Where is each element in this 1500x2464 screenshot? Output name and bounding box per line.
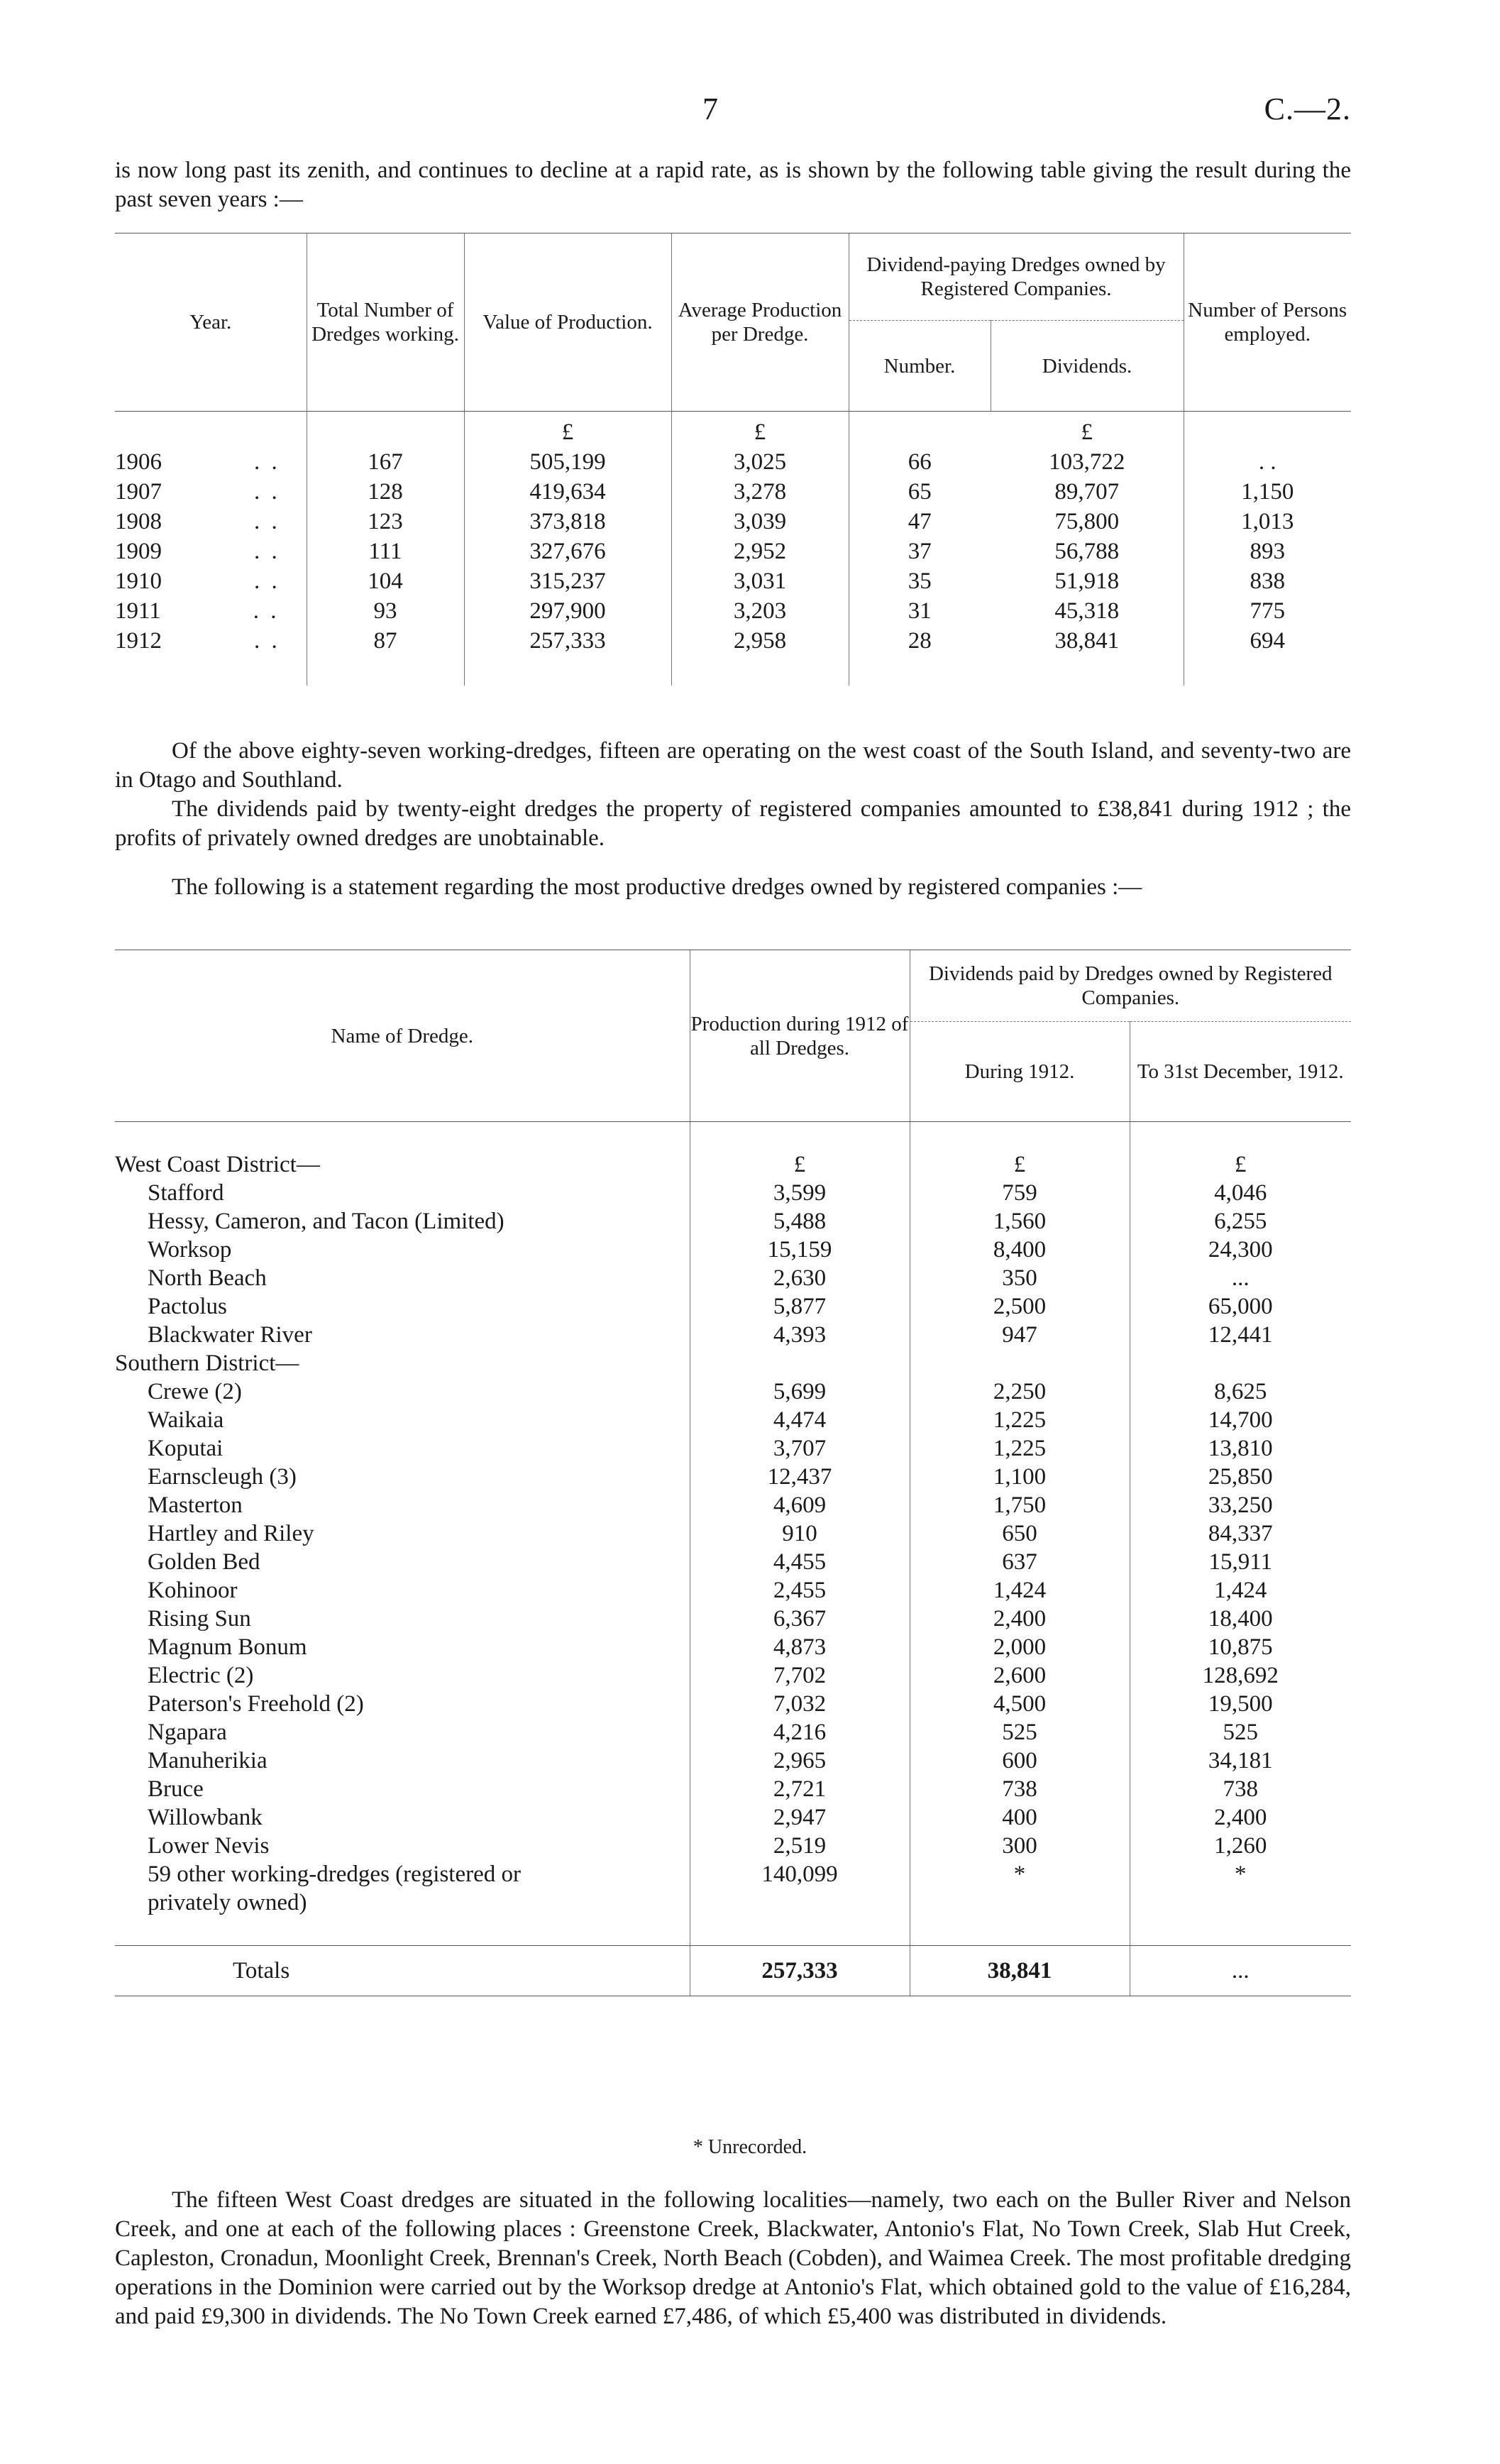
table-row xyxy=(115,596,1351,626)
other-dredges-label-cont: privately owned) xyxy=(148,1890,307,1915)
cell-dividends: 103,722 xyxy=(1049,449,1125,475)
dredge-name: Manuherikia xyxy=(148,1748,268,1773)
leader-dots: . . xyxy=(254,479,280,505)
cell-number: 66 xyxy=(849,447,991,477)
col-header-dredge-name: Name of Dredge. xyxy=(331,1024,473,1047)
cell-to-date: 33,250 xyxy=(1130,1491,1351,1519)
dredge-name: Blackwater River xyxy=(148,1322,312,1348)
dredge-name: Magnum Bonum xyxy=(148,1634,307,1660)
total-to-date: ... xyxy=(1130,1946,1351,1996)
cell-dredge-name xyxy=(115,1377,690,1406)
cell-dividends: 56,788 xyxy=(1054,539,1120,564)
cell-during-1912: 738 xyxy=(910,1775,1130,1803)
table-row xyxy=(115,1292,1351,1321)
cell-production: 2,455 xyxy=(690,1576,910,1605)
cell-average: 3,025 xyxy=(671,447,849,477)
cell-to-date: 14,700 xyxy=(1130,1406,1351,1434)
table-row xyxy=(115,1576,1351,1605)
cell-to-date: 15,911 xyxy=(1130,1548,1351,1576)
cell-during-1912: 300 xyxy=(910,1832,1130,1860)
cell-persons: 1,150 xyxy=(1184,477,1351,507)
cell-dredge-name xyxy=(115,1747,690,1775)
dredge-name: Willowbank xyxy=(148,1805,263,1830)
year-value: 1911 xyxy=(115,598,161,624)
cell-to-date: 13,810 xyxy=(1130,1434,1351,1463)
cell-during-1912: 2,500 xyxy=(910,1292,1130,1321)
table-row xyxy=(115,1321,1351,1349)
cell-to-date: 25,850 xyxy=(1130,1463,1351,1491)
dredge-name: Hartley and Riley xyxy=(148,1521,314,1546)
cell-value: 327,676 xyxy=(464,537,671,566)
cell-during-1912: 2,600 xyxy=(910,1661,1130,1690)
cell-during-1912: 1,100 xyxy=(910,1463,1130,1491)
cell-number: 37 xyxy=(849,537,991,566)
table-row xyxy=(115,1548,1351,1576)
leader-dots: . . xyxy=(254,628,280,654)
cell-dredge-name xyxy=(115,1605,690,1633)
dredge-name: Earnscleugh (3) xyxy=(148,1464,297,1490)
cell-year xyxy=(115,596,307,626)
cell-dredge-name xyxy=(115,1633,690,1661)
dredge-name: Rising Sun xyxy=(148,1606,251,1632)
table-row xyxy=(115,1179,1351,1207)
cell-value: 373,818 xyxy=(464,507,671,537)
table-row xyxy=(115,1860,1351,1888)
intro-paragraph: is now long past its zenith, and continues to decline at a rapid rate, as is shown by the following table giving the result during the past seven years :— xyxy=(115,158,1351,212)
paragraph-statement-intro: The following is a statement regarding the most productive dredges owned by registered companies :— xyxy=(172,874,1142,900)
col-header-total-dredges: Total Number of Dredges working. xyxy=(307,233,464,412)
cell-year xyxy=(115,537,307,566)
table-row xyxy=(115,1463,1351,1491)
table-row xyxy=(115,447,1351,477)
cell-dredge-name xyxy=(115,1718,690,1747)
cell-during-1912: 4,500 xyxy=(910,1690,1130,1718)
leader-dots: . . xyxy=(253,598,280,624)
cell-year xyxy=(115,447,307,477)
col-header-value: Value of Production. xyxy=(464,233,671,412)
cell-dredge-name xyxy=(115,1661,690,1690)
cell-year xyxy=(115,626,307,656)
cell-total-dredges: 167 xyxy=(307,447,464,477)
dredge-name: Electric (2) xyxy=(148,1663,254,1688)
district-heading-west: West Coast District— xyxy=(115,1152,320,1177)
cell-year xyxy=(115,507,307,537)
cell-persons: 694 xyxy=(1184,626,1351,656)
table-row xyxy=(115,1633,1351,1661)
page-reference: C.—2. xyxy=(1264,92,1351,126)
dredge-name: Pactolus xyxy=(148,1294,227,1319)
dredge-name: Stafford xyxy=(148,1180,224,1206)
district-heading-south: Southern District— xyxy=(115,1351,299,1376)
cell-number: 47 xyxy=(849,507,991,537)
cell-to-date: 65,000 xyxy=(1130,1292,1351,1321)
leader-dots: . . xyxy=(254,539,280,564)
cell-total-dredges: 104 xyxy=(307,566,464,596)
cell-during-1912: 350 xyxy=(910,1264,1130,1292)
table-row xyxy=(115,1718,1351,1747)
cell-number: 65 xyxy=(849,477,991,507)
dredge-results-table xyxy=(115,233,1351,686)
cell-production: 15,159 xyxy=(690,1236,910,1264)
table-row xyxy=(115,1888,1351,1917)
cell-production: 4,216 xyxy=(690,1718,910,1747)
table-row xyxy=(115,1832,1351,1860)
cell-total-dredges: 128 xyxy=(307,477,464,507)
cell-production: 4,873 xyxy=(690,1633,910,1661)
cell-to-date: 19,500 xyxy=(1130,1690,1351,1718)
leader-dots: . . xyxy=(254,568,280,594)
col-header-persons: Number of Persons employed. xyxy=(1184,233,1351,412)
table-row xyxy=(115,1406,1351,1434)
cell-total-dredges: 93 xyxy=(307,596,464,626)
cell-total-dredges: 123 xyxy=(307,507,464,537)
col-header-dividends: Dividends. xyxy=(991,321,1184,412)
year-value: 1909 xyxy=(115,539,162,564)
dredge-name: Ngapara xyxy=(148,1720,227,1745)
year-value: 1912 xyxy=(115,628,162,654)
cell-dredge-name xyxy=(115,1576,690,1605)
unit-pound: £ xyxy=(690,1150,910,1179)
dredge-name: Paterson's Freehold (2) xyxy=(148,1691,364,1717)
year-value: 1908 xyxy=(115,509,162,534)
cell-during-1912: 2,400 xyxy=(910,1605,1130,1633)
cell-to-date: 738 xyxy=(1130,1775,1351,1803)
cell-production: 4,609 xyxy=(690,1491,910,1519)
col-header-production: Production during 1912 of all Dredges. xyxy=(690,950,910,1122)
dredge-name: Koputai xyxy=(148,1436,224,1461)
cell-dredge-name xyxy=(115,1463,690,1491)
cell-during-1912: 2,000 xyxy=(910,1633,1130,1661)
cell-value: 419,634 xyxy=(464,477,671,507)
cell-persons: 775 xyxy=(1184,596,1351,626)
total-production: 257,333 xyxy=(690,1946,910,1996)
cell-dredge-name xyxy=(115,1775,690,1803)
cell-dredge-name xyxy=(115,1519,690,1548)
cell-production: 3,599 xyxy=(690,1179,910,1207)
cell-during-1912: 947 xyxy=(910,1321,1130,1349)
page-number: 7 xyxy=(702,92,718,126)
cell-during-1912: 1,225 xyxy=(910,1406,1130,1434)
cell-production: 140,099 xyxy=(690,1860,910,1888)
cell-dividends: 89,707 xyxy=(1054,479,1120,505)
table-row xyxy=(115,1690,1351,1718)
cell-persons: 893 xyxy=(1184,537,1351,566)
cell-during-1912: 650 xyxy=(910,1519,1130,1548)
cell-dredge-name xyxy=(115,1207,690,1236)
table-row xyxy=(115,1605,1351,1633)
year-value: 1910 xyxy=(115,568,162,594)
dredge-name: Waikaia xyxy=(148,1407,224,1433)
paragraph-working-dredges: Of the above eighty-seven working-dredges, fifteen are operating on the west coast of the South Island, and seventy-two are in Otago and Southland. xyxy=(115,738,1351,793)
cell-total-dredges: 111 xyxy=(307,537,464,566)
leader-dots: . . xyxy=(254,449,280,475)
cell-dredge-name xyxy=(115,1264,690,1292)
cell-persons: . . xyxy=(1184,447,1351,477)
cell-dredge-name xyxy=(115,1434,690,1463)
cell-value: 505,199 xyxy=(464,447,671,477)
unit-pound: £ xyxy=(1081,419,1093,445)
cell-to-date: 24,300 xyxy=(1130,1236,1351,1264)
year-value: 1907 xyxy=(115,479,162,505)
cell-value: 297,900 xyxy=(464,596,671,626)
totals-row xyxy=(115,1946,1351,1996)
cell-value: 257,333 xyxy=(464,626,671,656)
table-row xyxy=(115,626,1351,656)
cell-production: 910 xyxy=(690,1519,910,1548)
table-row xyxy=(115,1434,1351,1463)
cell-to-date: 10,875 xyxy=(1130,1633,1351,1661)
year-value: 1906 xyxy=(115,449,162,475)
cell-dredge-name xyxy=(115,1832,690,1860)
cell-to-date: 128,692 xyxy=(1130,1661,1351,1690)
cell-to-date: 1,260 xyxy=(1130,1832,1351,1860)
cell-to-date: 8,625 xyxy=(1130,1377,1351,1406)
cell-to-date: ... xyxy=(1130,1264,1351,1292)
table-row xyxy=(115,1775,1351,1803)
cell-production: 7,032 xyxy=(690,1690,910,1718)
table-row xyxy=(115,1661,1351,1690)
cell-during-1912: 1,225 xyxy=(910,1434,1130,1463)
cell-number: 28 xyxy=(849,626,991,656)
cell-year xyxy=(115,566,307,596)
cell-production: 6,367 xyxy=(690,1605,910,1633)
col-header-dividend-group: Dividend-paying Dredges owned by Registered Companies. xyxy=(849,233,1184,321)
cell-dividends: 45,318 xyxy=(1054,598,1120,624)
cell-average: 3,203 xyxy=(671,596,849,626)
table-row xyxy=(115,1519,1351,1548)
table-row xyxy=(115,1491,1351,1519)
unit-pound: £ xyxy=(464,412,671,447)
table-row xyxy=(115,507,1351,537)
cell-dredge-name xyxy=(115,1236,690,1264)
dredge-name: Kohinoor xyxy=(148,1578,238,1603)
cell-dividends: 51,918 xyxy=(1054,568,1120,594)
cell-during-1912: * xyxy=(910,1860,1130,1888)
cell-dredge-name xyxy=(115,1803,690,1832)
table-row xyxy=(115,1207,1351,1236)
cell-during-1912: 2,250 xyxy=(910,1377,1130,1406)
paragraph-west-coast-localities: The fifteen West Coast dredges are situated in the following localities—namely, two each on the Buller River and Nelson Creek, and one at each of the following places : Greenstone Creek, Blackwater, Antonio's Flat, No Town Creek, Slab Hut Creek, Capleston, Cronadun, Moonlight Creek, Brennan's Creek, North Beach (Cobden), and Waimea Creek. The most profitable dredging operations in the Dominion were carried out by the Worksop dredge at Antonio's Flat, which obtained gold to the value of £16,284, and paid £9,300 in dividends. The No Town Creek earned £7,486, of which £5,400 was distributed in dividends. xyxy=(115,2187,1351,2329)
table-row xyxy=(115,1747,1351,1775)
table-row xyxy=(115,1264,1351,1292)
paragraph-dividends: The dividends paid by twenty-eight dredges the property of registered companies amounted to £38,841 during 1912 ; the profits of privately owned dredges are unobtainable. xyxy=(115,796,1351,851)
unit-pound: £ xyxy=(910,1150,1130,1179)
cell-number: 35 xyxy=(849,566,991,596)
cell-production: 4,393 xyxy=(690,1321,910,1349)
cell-dredge-name xyxy=(115,1690,690,1718)
leader-dots: . . xyxy=(254,509,280,534)
dredge-name: Bruce xyxy=(148,1776,204,1802)
cell-production: 5,488 xyxy=(690,1207,910,1236)
table-row xyxy=(115,1349,1351,1377)
col-header-number: Number. xyxy=(849,321,991,412)
cell-production: 5,877 xyxy=(690,1292,910,1321)
footnote: * Unrecorded. xyxy=(693,2136,807,2158)
cell-dredge-name xyxy=(115,1179,690,1207)
cell-to-date: 6,255 xyxy=(1130,1207,1351,1236)
cell-production: 5,699 xyxy=(690,1377,910,1406)
cell-during-1912: 759 xyxy=(910,1179,1130,1207)
cell-production: 4,474 xyxy=(690,1406,910,1434)
cell-to-date: 34,181 xyxy=(1130,1747,1351,1775)
dredge-name: North Beach xyxy=(148,1265,267,1291)
cell-to-date: * xyxy=(1130,1860,1351,1888)
dredge-name: Crewe (2) xyxy=(148,1379,242,1404)
dredge-name: Masterton xyxy=(148,1492,243,1518)
col-header-dividend-group: Dividends paid by Dredges owned by Registered Companies. xyxy=(910,950,1351,1022)
cell-persons: 1,013 xyxy=(1184,507,1351,537)
cell-value: 315,237 xyxy=(464,566,671,596)
cell-production: 2,630 xyxy=(690,1264,910,1292)
table-row xyxy=(115,537,1351,566)
cell-during-1912: 1,750 xyxy=(910,1491,1130,1519)
cell-to-date: 18,400 xyxy=(1130,1605,1351,1633)
other-dredges-label: 59 other working-dredges (registered or xyxy=(148,1861,521,1887)
cell-to-date: 1,424 xyxy=(1130,1576,1351,1605)
totals-label: Totals xyxy=(115,1946,690,1996)
cell-during-1912: 1,424 xyxy=(910,1576,1130,1605)
cell-average: 3,278 xyxy=(671,477,849,507)
cell-production: 2,721 xyxy=(690,1775,910,1803)
cell-dredge-name xyxy=(115,1406,690,1434)
cell-dredge-name xyxy=(115,1491,690,1519)
cell-production: 12,437 xyxy=(690,1463,910,1491)
cell-production: 2,519 xyxy=(690,1832,910,1860)
cell-during-1912: 400 xyxy=(910,1803,1130,1832)
cell-to-date: 2,400 xyxy=(1130,1803,1351,1832)
cell-during-1912: 8,400 xyxy=(910,1236,1130,1264)
table-row xyxy=(115,477,1351,507)
cell-dredge-name xyxy=(115,1321,690,1349)
cell-to-date: 12,441 xyxy=(1130,1321,1351,1349)
cell-to-date: 84,337 xyxy=(1130,1519,1351,1548)
cell-production: 2,965 xyxy=(690,1747,910,1775)
table-row xyxy=(115,566,1351,596)
dredge-name: Lower Nevis xyxy=(148,1833,270,1859)
col-header-average: Average Production per Dredge. xyxy=(671,233,849,412)
productive-dredges-table xyxy=(115,950,1351,1996)
total-during-1912: 38,841 xyxy=(910,1946,1130,1996)
table-row xyxy=(115,1236,1351,1264)
cell-during-1912: 637 xyxy=(910,1548,1130,1576)
cell-production: 7,702 xyxy=(690,1661,910,1690)
cell-persons: 838 xyxy=(1184,566,1351,596)
cell-production: 3,707 xyxy=(690,1434,910,1463)
cell-production: 2,947 xyxy=(690,1803,910,1832)
cell-number: 31 xyxy=(849,596,991,626)
cell-production: 4,455 xyxy=(690,1548,910,1576)
cell-dredge-name xyxy=(115,1292,690,1321)
cell-dividends: 75,800 xyxy=(1054,509,1120,534)
col-header-year: Year. xyxy=(189,311,232,334)
cell-during-1912: 600 xyxy=(910,1747,1130,1775)
col-header-to-date: To 31st December, 1912. xyxy=(1130,1022,1351,1122)
cell-average: 2,952 xyxy=(671,537,849,566)
cell-year xyxy=(115,477,307,507)
cell-average: 2,958 xyxy=(671,626,849,656)
cell-total-dredges: 87 xyxy=(307,626,464,656)
unit-pound: £ xyxy=(1130,1150,1351,1179)
cell-dividends: 38,841 xyxy=(1054,628,1120,654)
cell-during-1912: 525 xyxy=(910,1718,1130,1747)
cell-average: 3,031 xyxy=(671,566,849,596)
cell-during-1912: 1,560 xyxy=(910,1207,1130,1236)
unit-pound: £ xyxy=(671,412,849,447)
cell-average: 3,039 xyxy=(671,507,849,537)
dredge-name: Worksop xyxy=(148,1237,232,1263)
table-row xyxy=(115,1803,1351,1832)
cell-to-date: 525 xyxy=(1130,1718,1351,1747)
col-header-during-1912: During 1912. xyxy=(910,1022,1130,1122)
dredge-name: Hessy, Cameron, and Tacon (Limited) xyxy=(148,1209,504,1234)
dredge-name: Golden Bed xyxy=(148,1549,260,1575)
cell-dredge-name xyxy=(115,1548,690,1576)
cell-to-date: 4,046 xyxy=(1130,1179,1351,1207)
table-row xyxy=(115,1377,1351,1406)
